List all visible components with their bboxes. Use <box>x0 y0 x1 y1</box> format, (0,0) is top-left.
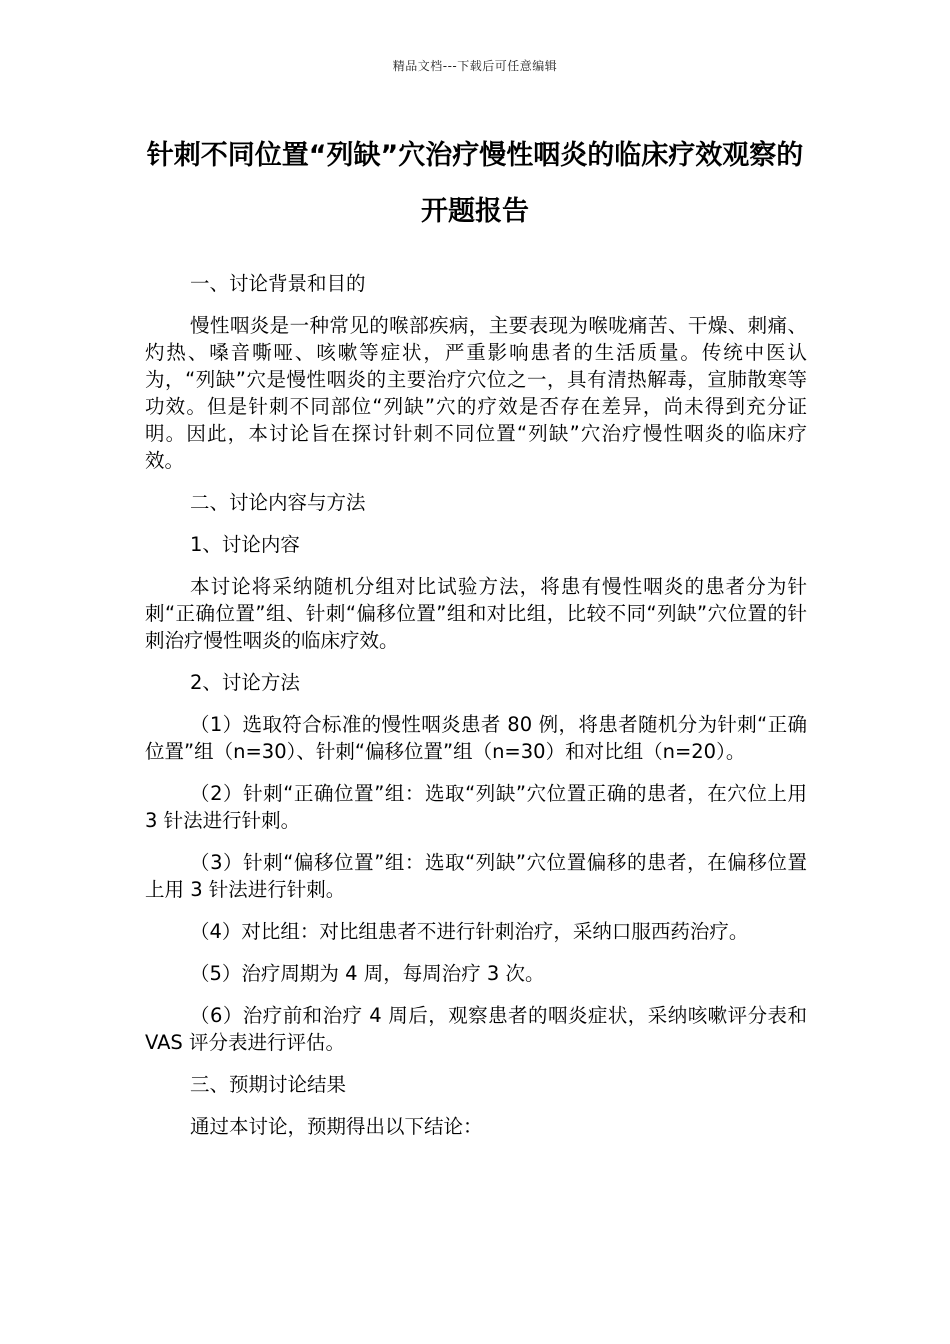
method-item-6: （6）治疗前和治疗 4 周后，观察患者的咽炎症状，采纳咳嗽评分表和 VAS 评分表进行评估。 <box>145 1004 807 1054</box>
method-item-3: （3）针刺“偏移位置”组：选取“列缺”穴位置偏移的患者，在偏移位置上用 3 针法进行针刺。 <box>145 851 807 901</box>
paragraph-expected-results: 通过本讨论，预期得出以下结论： <box>190 1115 483 1138</box>
paragraph-content: 本讨论将采纳随机分组对比试验方法，将患有慢性咽炎的患者分为针刺“正确位置”组、针刺“偏移位置”组和对比组，比较不同“列缺”穴位置的针刺治疗慢性咽炎的临床疗效。 <box>145 575 807 652</box>
paragraph-background: 慢性咽炎是一种常见的喉部疾病，主要表现为喉咙痛苦、干燥、刺痛、灼热、嗓音嘶哑、咳嗽等症状，严重影响患者的生活质量。传统中医认为，“列缺”穴是慢性咽炎的主要治疗穴位之一，具有清热解毒，宣肺散寒等功效。但是针刺不同部位“列缺”穴的疗效是否存在差异，尚未得到充分证明。因此，本讨论旨在探讨针刺不同位置“列缺”穴治疗慢性咽炎的临床疗效。 <box>145 314 807 472</box>
section-heading-content-method: 二、讨论内容与方法 <box>190 491 366 514</box>
section-heading-background: 一、讨论背景和目的 <box>190 272 366 295</box>
method-item-4: （4）对比组：对比组患者不进行针刺治疗，采纳口服西药治疗。 <box>190 920 749 943</box>
subheading-content: 1、讨论内容 <box>190 533 300 556</box>
document-title: 针刺不同位置“列缺”穴治疗慢性咽炎的临床疗效观察的开题报告 <box>146 140 804 227</box>
method-item-2: （2）针刺“正确位置”组：选取“列缺”穴位置正确的患者，在穴位上用 3 针法进行针刺。 <box>145 782 807 832</box>
subheading-method: 2、讨论方法 <box>190 671 300 694</box>
method-item-5: （5）治疗周期为 4 周，每周治疗 3 次。 <box>190 962 545 985</box>
header-note: 精品文档---下载后可任意编辑 <box>392 59 558 73</box>
method-item-1: （1）选取符合标准的慢性咽炎患者 80 例，将患者随机分为针刺“正确位置”组（n=30）、针刺“偏移位置”组（n=30）和对比组（n=20）。 <box>145 713 807 763</box>
document-body <box>145 270 807 1155</box>
section-heading-expected-results: 三、预期讨论结果 <box>190 1073 347 1096</box>
